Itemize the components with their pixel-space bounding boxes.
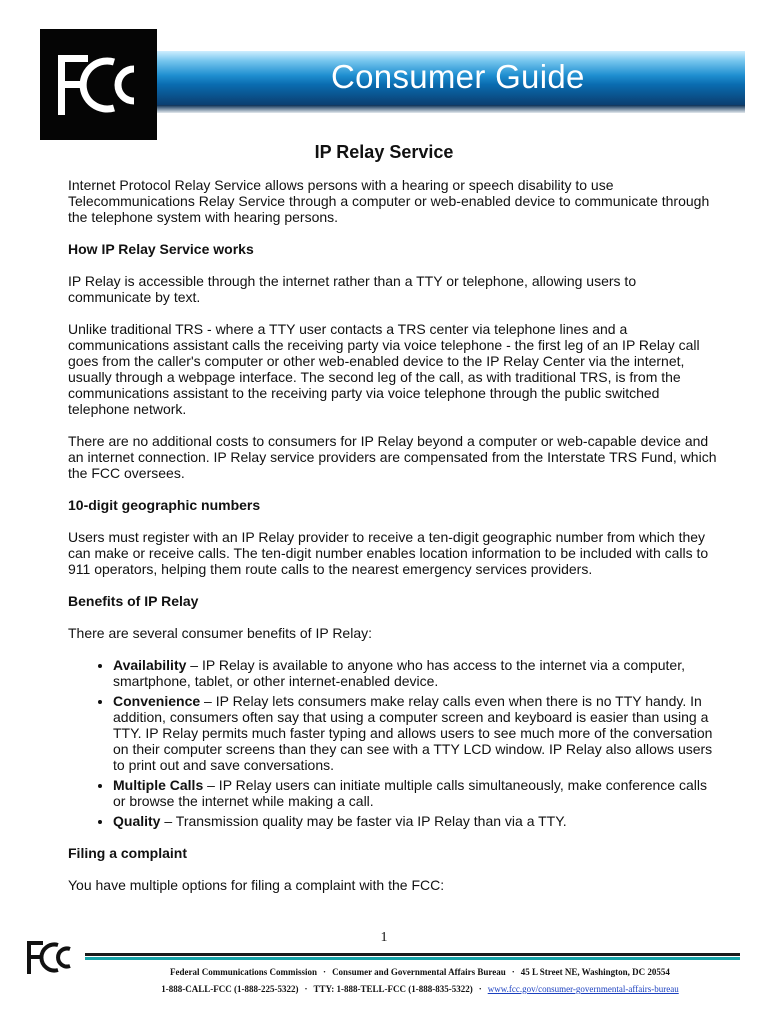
footer-separator: ·	[511, 967, 515, 977]
fcc-logo	[40, 29, 157, 140]
banner-title: Consumer Guide	[331, 58, 585, 95]
footer-tty: TTY: 1-888-TELL-FCC (1-888-835-5322)	[313, 984, 473, 994]
benefit-term: Multiple Calls	[113, 777, 204, 793]
benefit-term: Quality	[113, 813, 161, 829]
footer-divider-dark	[85, 953, 740, 956]
footer-fcc-logo-mark	[25, 938, 85, 978]
complaint-paragraph: You have multiple options for filing a complaint with the FCC:	[68, 877, 445, 893]
footer-contact-line	[100, 983, 740, 995]
benefit-text: – IP Relay lets consumers make relay calls even when there is no TTY handy. In addition, consumers often say that using a computer screen and keyboard is easier than using a TTY. IP Relay permits much faster typing and allows users to see much more of the conversation on their computer screens than they can see with a TTY LCD window. IP Relay also allows users to print out and save conversations.	[113, 693, 713, 773]
benefit-text: – IP Relay users can initiate multiple calls simultaneously, make conference calls or browse the internet while making a call.	[113, 777, 707, 809]
benefit-text: – IP Relay is available to anyone who has access to the internet via a computer, smartphone, tablet, or other internet-enabled device.	[113, 657, 685, 689]
footer-website-link[interactable]: www.fcc.gov/consumer-governmental-affairs-bureau	[487, 984, 679, 994]
document-body	[68, 177, 718, 909]
benefit-text: – Transmission quality may be faster via IP Relay than via a TTY.	[160, 813, 567, 829]
footer-fcc-logo	[25, 938, 85, 978]
footer-separator: ·	[323, 967, 327, 977]
footer-divider-teal	[85, 957, 740, 960]
how-paragraph-1: IP Relay is accessible through the internet rather than a TTY or telephone, allowing users to communicate by text.	[68, 273, 637, 305]
consumer-guide-banner	[157, 51, 745, 105]
benefits-intro: There are several consumer benefits of IP Relay:	[68, 625, 373, 641]
footer-separator: ·	[304, 984, 308, 994]
list-item	[113, 693, 718, 773]
banner-underline	[157, 105, 745, 113]
page-header	[40, 29, 745, 140]
list-item	[113, 657, 718, 689]
benefit-term: Availability	[113, 657, 187, 673]
footer-separator: ·	[478, 984, 482, 994]
benefits-list	[68, 657, 718, 829]
intro-paragraph: Internet Protocol Relay Service allows persons with a hearing or speech disability to use Telecommunications Relay Service through a computer or web-enabled device to communicate through the telephone system with hearing persons.	[68, 177, 710, 225]
footer-phone: 1-888-CALL-FCC (1-888-225-5322)	[161, 984, 299, 994]
list-item	[113, 813, 718, 829]
footer-address-line	[100, 966, 740, 978]
footer-bureau: Consumer and Governmental Affairs Bureau	[332, 967, 506, 977]
heading-geographic-numbers: 10-digit geographic numbers	[68, 497, 261, 513]
numbers-paragraph: Users must register with an IP Relay provider to receive a ten-digit geographic number from which they can make or receive calls. The ten-digit number enables location information to be included with calls to 911 operators, helping them route calls to the nearest emergency services providers.	[68, 529, 709, 577]
footer-address: 45 L Street NE, Washington, DC 20554	[520, 967, 670, 977]
fcc-logo-mark	[40, 29, 157, 140]
heading-how-it-works: How IP Relay Service works	[68, 241, 254, 257]
heading-complaint: Filing a complaint	[68, 845, 188, 861]
benefit-term: Convenience	[113, 693, 201, 709]
heading-benefits: Benefits of IP Relay	[68, 593, 199, 609]
how-paragraph-3: There are no additional costs to consumers for IP Relay beyond a computer or web-capable device and an internet connection. IP Relay service providers are compensated from the Interstate TRS Fund, which the FCC oversees.	[68, 433, 717, 481]
footer-org: Federal Communications Commission	[170, 967, 318, 977]
document-title: IP Relay Service	[314, 142, 454, 162]
page-number: 1	[380, 930, 388, 945]
how-paragraph-2: Unlike traditional TRS - where a TTY user contacts a TRS center via telephone lines and a communications assistant calls the receiving party via voice telephone - the first leg of an IP Relay call goes from the caller's computer or other web-enabled device to the IP Relay Center via the internet, usually through a webpage interface. The second leg of the call, as with traditional TRS, is from the communications assistant to the receiving party via voice telephone through the public switched telephone network.	[68, 321, 700, 417]
list-item	[113, 777, 718, 809]
